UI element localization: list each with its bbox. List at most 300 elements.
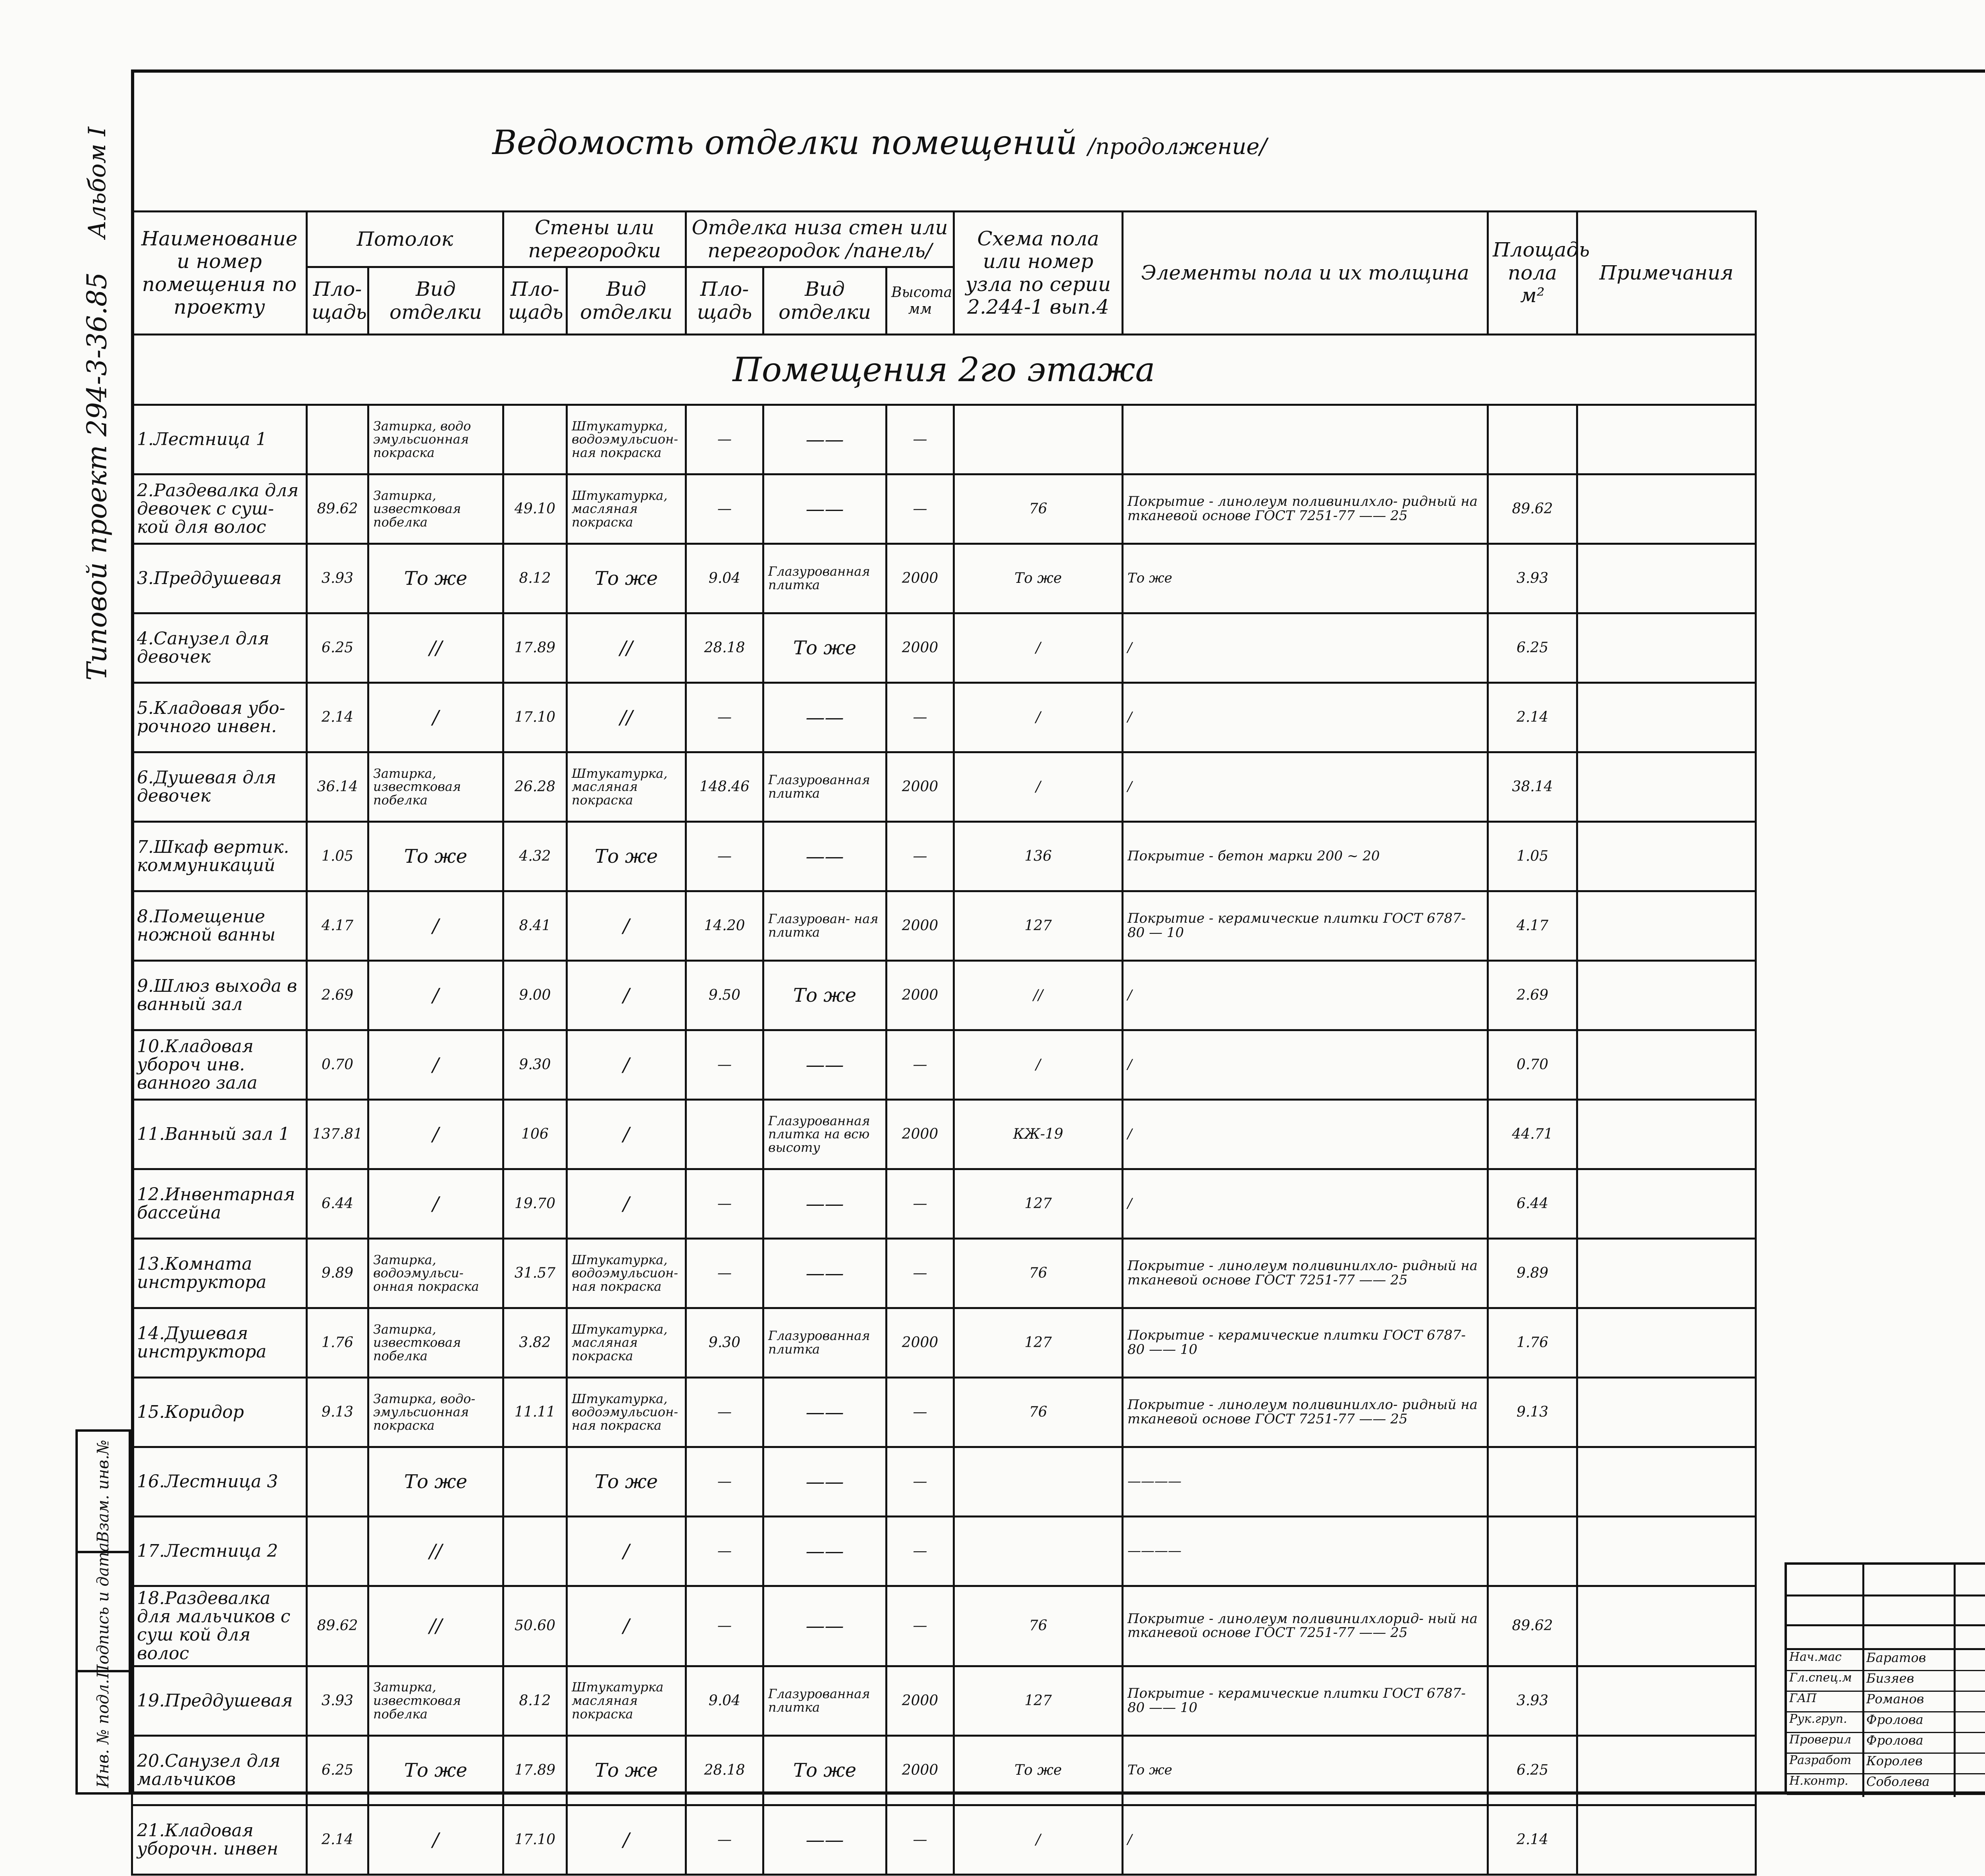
ceiling-area-cell: 2.69 [307, 961, 368, 1030]
wall-finish-cell: / [567, 1517, 686, 1586]
panel-height-cell: — [887, 1239, 954, 1308]
notes-cell [1577, 961, 1756, 1030]
wall-finish-cell: / [567, 1030, 686, 1100]
title-text: Ведомость отделки помещений [492, 123, 1077, 162]
room-name-cell: 13.Комната инструктора [132, 1239, 307, 1308]
room-name-cell: 16.Лестница 3 [132, 1447, 307, 1517]
header-panel-height: Высота мм [887, 267, 954, 335]
table-row [132, 405, 1756, 474]
ceiling-finish-cell: / [368, 1100, 503, 1169]
header-ceiling-area: Пло- щадь [307, 267, 368, 335]
wall-area-cell: 31.57 [503, 1239, 567, 1308]
floor-elements-cell: / [1123, 752, 1488, 822]
notes-cell [1577, 405, 1756, 474]
table-row [132, 474, 1756, 544]
signature-role: Рук.груп. [1789, 1712, 1847, 1726]
panel-height-cell: — [887, 1447, 954, 1517]
wall-finish-cell: / [567, 961, 686, 1030]
panel-area-cell: — [686, 1805, 763, 1874]
wall-finish-cell: // [567, 683, 686, 752]
ceiling-finish-cell: Затирка, водо эмульсионная покраска [368, 405, 503, 474]
ceiling-finish-cell: / [368, 1030, 503, 1100]
ceiling-finish-cell: То же [368, 822, 503, 891]
panel-area-cell: — [686, 1169, 763, 1239]
ceiling-finish-cell: Затирка, известковая побелка [368, 474, 503, 544]
floor-elements-cell: Покрытие - керамические плитки ГОСТ 6787-80 —— 10 [1123, 1308, 1488, 1378]
panel-area-cell: — [686, 474, 763, 544]
floor-scheme-cell: 127 [954, 891, 1123, 961]
wall-area-cell: 106 [503, 1100, 567, 1169]
ceiling-area-cell [307, 1447, 368, 1517]
ceiling-area-cell: 9.89 [307, 1239, 368, 1308]
panel-height-cell: — [887, 1030, 954, 1100]
floor-area-cell: 38.14 [1488, 752, 1577, 822]
page-title [492, 123, 1267, 162]
ceiling-finish-cell: То же [368, 1735, 503, 1805]
notes-cell [1577, 1666, 1756, 1735]
notes-cell [1577, 1100, 1756, 1169]
panel-height-cell: — [887, 474, 954, 544]
panel-finish-cell: Глазурован- ная плитка [763, 891, 887, 961]
wall-finish-cell: Штукатурка, масляная покраска [567, 1308, 686, 1378]
panel-finish-cell: —— [763, 1586, 887, 1666]
room-name-cell: 11.Ванный зал 1 [132, 1100, 307, 1169]
wall-finish-cell: / [567, 1805, 686, 1874]
room-name-cell: 15.Коридор [132, 1378, 307, 1447]
table-row [132, 752, 1756, 822]
notes-cell [1577, 1517, 1756, 1586]
panel-area-cell: — [686, 1030, 763, 1100]
table-row [132, 891, 1756, 961]
floor-scheme-cell: 127 [954, 1666, 1123, 1735]
floor-area-cell: 0.70 [1488, 1030, 1577, 1100]
wall-area-cell: 11.11 [503, 1378, 567, 1447]
panel-area-cell: — [686, 1517, 763, 1586]
left-bar-inv: Инв. № подл. [94, 1679, 112, 1788]
floor-area-cell: 1.76 [1488, 1308, 1577, 1378]
header-panel: Отделка низа стен или перегородок /панель/ [686, 212, 954, 267]
floor-scheme-cell: / [954, 1805, 1123, 1874]
panel-height-cell: — [887, 1378, 954, 1447]
floor-scheme-cell: 127 [954, 1308, 1123, 1378]
panel-area-cell: — [686, 683, 763, 752]
panel-finish-cell: То же [763, 1735, 887, 1805]
ceiling-area-cell: 89.62 [307, 474, 368, 544]
signature-role: Гл.спец.м [1789, 1671, 1852, 1685]
floor-area-cell: 4.17 [1488, 891, 1577, 961]
panel-height-cell: — [887, 1805, 954, 1874]
room-name-cell: 5.Кладовая убо- рочного инвен. [132, 683, 307, 752]
table-row [132, 1169, 1756, 1239]
signature-role: Проверил [1789, 1733, 1852, 1747]
floor-elements-cell: То же [1123, 544, 1488, 613]
floor-elements-cell: / [1123, 1100, 1488, 1169]
floor-elements-cell: Покрытие - керамические плитки ГОСТ 6787-80 — 10 [1123, 891, 1488, 961]
table-row [132, 1805, 1756, 1874]
floor-scheme-cell [954, 1517, 1123, 1586]
wall-finish-cell: / [567, 891, 686, 961]
floor-area-cell: 89.62 [1488, 1586, 1577, 1666]
notes-cell [1577, 1378, 1756, 1447]
left-stamp-bar [75, 1429, 131, 1795]
wall-finish-cell: Штукатурка, водоэмульсион- ная покраска [567, 405, 686, 474]
floor-scheme-cell: 136 [954, 822, 1123, 891]
panel-area-cell: — [686, 1239, 763, 1308]
room-name-cell: 12.Инвентарная бассейна [132, 1169, 307, 1239]
ceiling-finish-cell: / [368, 961, 503, 1030]
wall-area-cell: 17.10 [503, 1805, 567, 1874]
ceiling-finish-cell: Затирка, известковая побелка [368, 1666, 503, 1735]
floor-scheme-cell: 76 [954, 1378, 1123, 1447]
signature-divider [1787, 1794, 1985, 1795]
wall-finish-cell: Штукатурка, масляная покраска [567, 474, 686, 544]
notes-cell [1577, 891, 1756, 961]
panel-finish-cell: Глазурованная плитка [763, 1308, 887, 1378]
notes-cell [1577, 1030, 1756, 1100]
floor-area-cell: 44.71 [1488, 1100, 1577, 1169]
wall-area-cell: 8.12 [503, 544, 567, 613]
notes-cell [1577, 1735, 1756, 1805]
notes-cell [1577, 683, 1756, 752]
floor-area-cell: 2.14 [1488, 683, 1577, 752]
floor-elements-cell: Покрытие - линолеум поливинилхло- ридный на тканевой основе ГОСТ 7251-77 —— 25 [1123, 1378, 1488, 1447]
panel-height-cell: — [887, 405, 954, 474]
ceiling-area-cell [307, 405, 368, 474]
wall-area-cell: 3.82 [503, 1308, 567, 1378]
table-row [132, 683, 1756, 752]
wall-finish-cell: / [567, 1586, 686, 1666]
room-name-cell: 9.Шлюз выхода в ванный зал [132, 961, 307, 1030]
table-row [132, 1378, 1756, 1447]
signature-role: Нач.мас [1789, 1650, 1842, 1664]
signature-name: Баратов [1866, 1650, 1926, 1665]
wall-finish-cell: Штукатурка, водоэмульсион- ная покраска [567, 1378, 686, 1447]
panel-finish-cell: То же [763, 613, 887, 683]
panel-area-cell: 9.04 [686, 544, 763, 613]
wall-finish-cell: Штукатурка масляная покраска [567, 1666, 686, 1735]
signature-role: ГАП [1789, 1691, 1817, 1705]
floor-scheme-cell: / [954, 683, 1123, 752]
room-name-cell: 1.Лестница 1 [132, 405, 307, 474]
ceiling-area-cell: 3.93 [307, 544, 368, 613]
wall-area-cell: 9.30 [503, 1030, 567, 1100]
floor-area-cell: 9.13 [1488, 1378, 1577, 1447]
section-title: Помещения 2го этажа [132, 335, 1756, 405]
table-row [132, 1308, 1756, 1378]
panel-area-cell: — [686, 822, 763, 891]
room-name-cell: 10.Кладовая убороч инв. ванного зала [132, 1030, 307, 1100]
signature-name: Фролова [1866, 1712, 1923, 1727]
ceiling-area-cell: 1.05 [307, 822, 368, 891]
floor-scheme-cell: 76 [954, 1586, 1123, 1666]
panel-area-cell: 28.18 [686, 1735, 763, 1805]
notes-cell [1577, 752, 1756, 822]
floor-scheme-cell: / [954, 613, 1123, 683]
panel-height-cell: 2000 [887, 544, 954, 613]
ceiling-area-cell: 89.62 [307, 1586, 368, 1666]
floor-elements-cell: / [1123, 683, 1488, 752]
wall-area-cell: 50.60 [503, 1586, 567, 1666]
notes-cell [1577, 1805, 1756, 1874]
ceiling-finish-cell: // [368, 613, 503, 683]
header-name: Наименование и номер помещения по проекту [132, 212, 307, 335]
panel-area-cell: — [686, 405, 763, 474]
floor-area-cell: 89.62 [1488, 474, 1577, 544]
floor-elements-cell: / [1123, 1169, 1488, 1239]
signature-role: Разработ [1789, 1753, 1852, 1767]
title-note: /продолжение/ [1088, 134, 1267, 160]
panel-finish-cell: —— [763, 1805, 887, 1874]
side-album-label: Альбом I [83, 127, 111, 239]
floor-area-cell: 6.44 [1488, 1169, 1577, 1239]
ceiling-finish-cell: / [368, 1805, 503, 1874]
panel-height-cell: 2000 [887, 961, 954, 1030]
floor-elements-cell: То же [1123, 1735, 1488, 1805]
notes-cell [1577, 1308, 1756, 1378]
notes-cell [1577, 474, 1756, 544]
header-walls: Стены или перегородки [503, 212, 686, 267]
wall-finish-cell: То же [567, 822, 686, 891]
panel-height-cell: 2000 [887, 752, 954, 822]
panel-height-cell: 2000 [887, 891, 954, 961]
wall-area-cell [503, 1447, 567, 1517]
panel-height-cell: — [887, 683, 954, 752]
room-name-cell: 18.Раздевалка для мальчиков с суш кой для волос [132, 1586, 307, 1666]
ceiling-area-cell: 3.93 [307, 1666, 368, 1735]
ceiling-finish-cell: То же [368, 544, 503, 613]
floor-area-cell: 3.93 [1488, 1666, 1577, 1735]
floor-scheme-cell [954, 1447, 1123, 1517]
ceiling-area-cell: 36.14 [307, 752, 368, 822]
wall-finish-cell: / [567, 1100, 686, 1169]
panel-finish-cell: —— [763, 1447, 887, 1517]
panel-height-cell: — [887, 1517, 954, 1586]
panel-finish-cell: —— [763, 405, 887, 474]
room-name-cell: 3.Преддушевая [132, 544, 307, 613]
floor-area-cell: 2.14 [1488, 1805, 1577, 1874]
wall-area-cell: 19.70 [503, 1169, 567, 1239]
ceiling-area-cell: 6.44 [307, 1169, 368, 1239]
floor-elements-cell [1123, 405, 1488, 474]
ceiling-finish-cell: Затирка, водо- эмульсионная покраска [368, 1378, 503, 1447]
panel-area-cell: 28.18 [686, 613, 763, 683]
floor-area-cell: 6.25 [1488, 1735, 1577, 1805]
notes-cell [1577, 1169, 1756, 1239]
floor-scheme-cell: / [954, 1030, 1123, 1100]
room-name-cell: 4.Санузел для девочек [132, 613, 307, 683]
header-ceiling: Потолок [307, 212, 503, 267]
signature-role: Н.контр. [1789, 1774, 1848, 1788]
wall-area-cell: 26.28 [503, 752, 567, 822]
ceiling-area-cell: 9.13 [307, 1378, 368, 1447]
table-row [132, 1030, 1756, 1100]
panel-height-cell: — [887, 1169, 954, 1239]
header-floor-scheme: Схема пола или номер узла по серии 2.244-1 вып.4 [954, 212, 1123, 335]
floor-scheme-cell: КЖ-19 [954, 1100, 1123, 1169]
ceiling-area-cell: 0.70 [307, 1030, 368, 1100]
header-walls-area: Пло- щадь [503, 267, 567, 335]
floor-scheme-cell: // [954, 961, 1123, 1030]
ceiling-finish-cell: // [368, 1586, 503, 1666]
panel-finish-cell: —— [763, 1378, 887, 1447]
floor-area-cell: 3.93 [1488, 544, 1577, 613]
floor-area-cell: 2.69 [1488, 961, 1577, 1030]
panel-area-cell: 9.04 [686, 1666, 763, 1735]
table-row [132, 1517, 1756, 1586]
table-row [132, 1100, 1756, 1169]
floor-area-cell: 6.25 [1488, 613, 1577, 683]
wall-finish-cell: То же [567, 1447, 686, 1517]
room-name-cell: 17.Лестница 2 [132, 1517, 307, 1586]
wall-area-cell: 49.10 [503, 474, 567, 544]
floor-elements-cell: Покрытие - линолеум поливинилхло- ридный на тканевой основе ГОСТ 7251-77 —— 25 [1123, 1239, 1488, 1308]
ceiling-area-cell: 2.14 [307, 683, 368, 752]
room-name-cell: 14.Душевая инструктора [132, 1308, 307, 1378]
floor-scheme-cell: 76 [954, 474, 1123, 544]
panel-area-cell: 9.30 [686, 1308, 763, 1378]
panel-height-cell: 2000 [887, 1308, 954, 1378]
table-row [132, 961, 1756, 1030]
left-bar-signature: Подпись и дата [94, 1542, 112, 1679]
floor-scheme-cell: То же [954, 544, 1123, 613]
room-name-cell: 2.Раздевалка для девочек с суш- кой для волос [132, 474, 307, 544]
ceiling-finish-cell: / [368, 1169, 503, 1239]
ceiling-finish-cell: / [368, 683, 503, 752]
header-floor-elements: Элементы пола и их толщина [1123, 212, 1488, 335]
floor-elements-cell: ———— [1123, 1447, 1488, 1517]
panel-finish-cell: Глазурованная плитка [763, 1666, 887, 1735]
ceiling-area-cell: 1.76 [307, 1308, 368, 1378]
wall-area-cell [503, 1517, 567, 1586]
floor-scheme-cell: 76 [954, 1239, 1123, 1308]
wall-finish-cell: // [567, 613, 686, 683]
panel-finish-cell: —— [763, 1517, 887, 1586]
floor-scheme-cell [954, 405, 1123, 474]
ceiling-finish-cell: Затирка, известковая побелка [368, 752, 503, 822]
room-name-cell: 8.Помещение ножной ванны [132, 891, 307, 961]
notes-cell [1577, 822, 1756, 891]
table-row [132, 1735, 1756, 1805]
wall-finish-cell: / [567, 1169, 686, 1239]
panel-finish-cell: Глазурованная плитка на всю высоту [763, 1100, 887, 1169]
ceiling-finish-cell: Затирка, известковая побелка [368, 1308, 503, 1378]
wall-area-cell: 8.41 [503, 891, 567, 961]
ceiling-finish-cell: Затирка, водоэмульси- онная покраска [368, 1239, 503, 1308]
ceiling-area-cell: 2.14 [307, 1805, 368, 1874]
panel-height-cell: 2000 [887, 1735, 954, 1805]
notes-cell [1577, 544, 1756, 613]
floor-elements-cell: ———— [1123, 1517, 1488, 1586]
notes-cell [1577, 1586, 1756, 1666]
table-row [132, 1586, 1756, 1666]
floor-elements-cell: / [1123, 613, 1488, 683]
side-project-label: Типовой проект 294-3-36.85 [81, 272, 113, 681]
ceiling-area-cell: 6.25 [307, 1735, 368, 1805]
panel-finish-cell: Глазурованная плитка [763, 544, 887, 613]
table-row [132, 544, 1756, 613]
floor-elements-cell: / [1123, 1805, 1488, 1874]
ceiling-finish-cell: // [368, 1517, 503, 1586]
panel-finish-cell: То же [763, 961, 887, 1030]
floor-scheme-cell: / [954, 752, 1123, 822]
panel-area-cell: — [686, 1447, 763, 1517]
panel-height-cell: 2000 [887, 613, 954, 683]
wall-finish-cell: То же [567, 544, 686, 613]
header-panel-finish: Вид отделки [763, 267, 887, 335]
panel-area-cell: — [686, 1586, 763, 1666]
ceiling-area-cell: 137.81 [307, 1100, 368, 1169]
table-row [132, 613, 1756, 683]
floor-elements-cell: Покрытие - керамические плитки ГОСТ 6787-80 —— 10 [1123, 1666, 1488, 1735]
room-name-cell: 20.Санузел для мальчиков [132, 1735, 307, 1805]
panel-finish-cell: —— [763, 1169, 887, 1239]
panel-area-cell [686, 1100, 763, 1169]
floor-scheme-cell: 127 [954, 1169, 1123, 1239]
wall-area-cell: 8.12 [503, 1666, 567, 1735]
floor-elements-cell: Покрытие - линолеум поливинилхлорид- ный на тканевой основе ГОСТ 7251-77 —— 25 [1123, 1586, 1488, 1666]
notes-cell [1577, 1447, 1756, 1517]
wall-area-cell: 17.89 [503, 613, 567, 683]
panel-finish-cell: —— [763, 474, 887, 544]
panel-height-cell: — [887, 1586, 954, 1666]
floor-area-cell: 9.89 [1488, 1239, 1577, 1308]
notes-cell [1577, 1239, 1756, 1308]
header-panel-area: Пло- щадь [686, 267, 763, 335]
room-name-cell: 21.Кладовая уборочн. инвен [132, 1805, 307, 1874]
floor-area-cell [1488, 1447, 1577, 1517]
panel-finish-cell: Глазурованная плитка [763, 752, 887, 822]
signature-name: Бизяев [1866, 1671, 1914, 1686]
table-row [132, 1666, 1756, 1735]
wall-finish-cell: Штукатурка, масляная покраска [567, 752, 686, 822]
floor-elements-cell: / [1123, 961, 1488, 1030]
panel-finish-cell: —— [763, 1239, 887, 1308]
panel-area-cell: 148.46 [686, 752, 763, 822]
finish-schedule-table [131, 210, 1757, 1876]
notes-cell [1577, 613, 1756, 683]
wall-finish-cell: То же [567, 1735, 686, 1805]
wall-finish-cell: Штукатурка, водоэмульсион- ная покраска [567, 1239, 686, 1308]
panel-height-cell: 2000 [887, 1666, 954, 1735]
panel-finish-cell: —— [763, 1030, 887, 1100]
floor-elements-cell: / [1123, 1030, 1488, 1100]
wall-area-cell: 17.89 [503, 1735, 567, 1805]
ceiling-finish-cell: / [368, 891, 503, 961]
ceiling-area-cell: 4.17 [307, 891, 368, 961]
panel-finish-cell: —— [763, 683, 887, 752]
ceiling-area-cell: 6.25 [307, 613, 368, 683]
room-name-cell: 7.Шкаф вертик. коммуникаций [132, 822, 307, 891]
floor-elements-cell: Покрытие - бетон марки 200 ~ 20 [1123, 822, 1488, 891]
ceiling-area-cell [307, 1517, 368, 1586]
table-row [132, 1239, 1756, 1308]
ceiling-finish-cell: То же [368, 1447, 503, 1517]
panel-height-cell: 2000 [887, 1100, 954, 1169]
header-walls-finish: Вид отделки [567, 267, 686, 335]
header-floor-area: Площадь пола м² [1488, 212, 1577, 335]
panel-height-cell: — [887, 822, 954, 891]
table-row [132, 822, 1756, 891]
floor-area-cell: 1.05 [1488, 822, 1577, 891]
panel-area-cell: — [686, 1378, 763, 1447]
signature-name: Соболева [1866, 1774, 1930, 1789]
table-row [132, 1447, 1756, 1517]
signature-name: Романов [1866, 1691, 1924, 1706]
wall-area-cell [503, 405, 567, 474]
floor-elements-cell: Покрытие - линолеум поливинилхло- ридный на тканевой основе ГОСТ 7251-77 —— 25 [1123, 474, 1488, 544]
floor-scheme-cell: То же [954, 1735, 1123, 1805]
wall-area-cell: 4.32 [503, 822, 567, 891]
